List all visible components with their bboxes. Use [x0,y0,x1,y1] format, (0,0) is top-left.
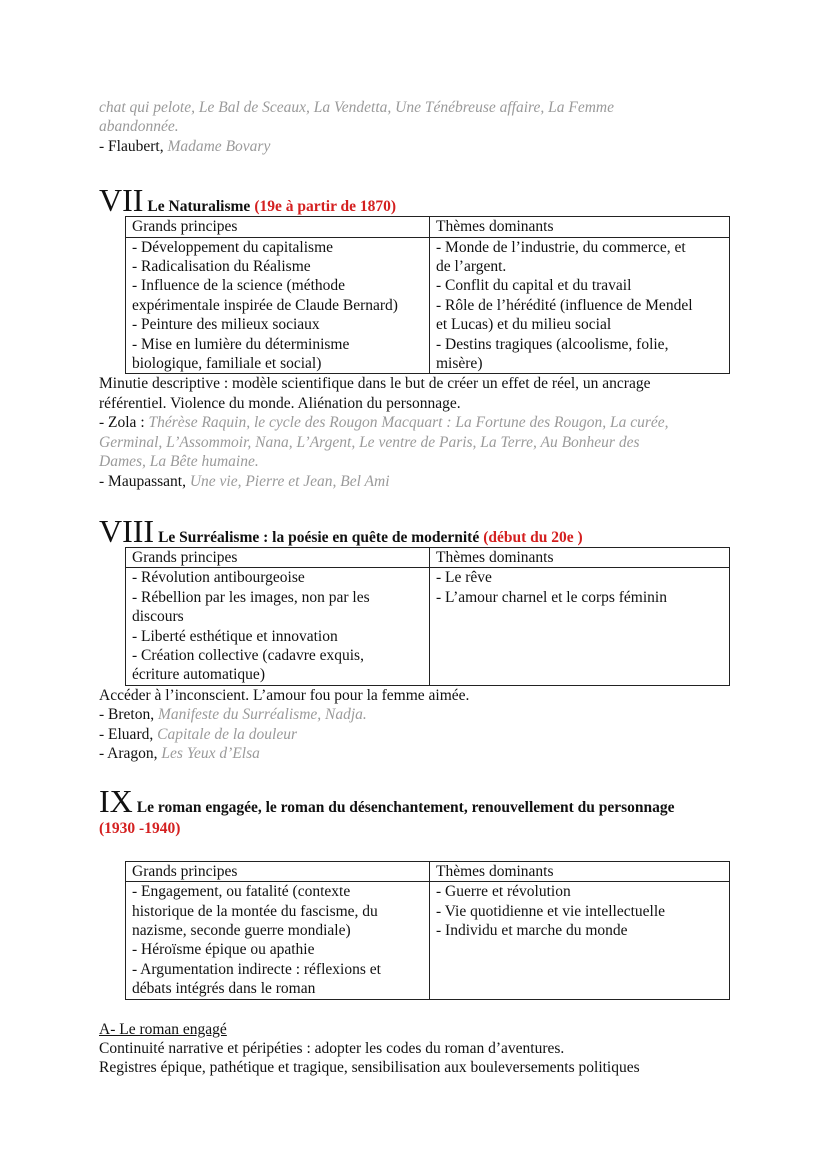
table-header-row [126,547,730,567]
cell-line: - Le rêve [436,569,492,587]
table-header-themes: Thèmes dominants [430,547,730,567]
author-line-eluard [99,725,731,744]
author-name: - Maupassant, [99,472,190,490]
cell-line: - Liberté esthétique et innovation [132,627,338,645]
table-header-themes: Thèmes dominants [430,861,730,881]
cell-line: discours [132,608,184,626]
cell-line: - Radicalisation du Réalisme [132,258,311,276]
cell-line: historique de la montée du fascisme, du [132,902,378,920]
cell-line: - Rébellion par les images, non par les [132,588,370,606]
principles-cell [126,568,430,685]
cell-line: - Conflit du capital et du travail [436,277,632,295]
subsection-heading: A- Le roman engagé [99,1020,227,1038]
work-title: Madame Bovary [167,137,271,155]
themes-cell [430,237,730,374]
intro-works-line: chat qui pelote, Le Bal de Sceaux, La Vendetta, Une Ténébreuse affaire, La Femme [99,99,614,116]
section-date: (19e à partir de 1870) [254,198,397,216]
section-numeral: VIII [99,512,155,549]
themes-cell [430,568,730,685]
cell-line: expérimentale inspirée de Claude Bernard) [132,296,398,314]
table-row [126,568,730,685]
cell-line: - Création collective (cadavre exquis, [132,646,364,664]
principles-table-surrealisme [125,547,730,686]
table-header-principes: Grands principes [126,547,430,567]
cell-line: débats intégrés dans le roman [132,980,316,998]
intro-works-line: abandonnée. [99,118,179,136]
section-numeral: IX [99,783,133,820]
cell-line: misère) [436,355,483,373]
section-note: Minutie descriptive : modèle scientifique dans le but de créer un effet de réel, un ancrage [99,375,651,393]
table-row [126,882,730,999]
work-title: Une vie, Pierre et Jean, Bel Ami [189,472,390,490]
cell-line: écriture automatique) [132,666,265,684]
principles-cell [126,882,430,999]
table-header-principes: Grands principes [126,861,430,881]
subsection-line: Continuité narrative et péripéties : adopter les codes du roman d’aventures. [99,1040,565,1058]
cell-line: - Mise en lumière du déterminisme [132,335,350,353]
table-header-themes: Thèmes dominants [430,217,730,237]
principles-cell [126,237,430,374]
cell-line: - Révolution antibourgeoise [132,569,305,587]
author-line-breton [99,705,731,724]
section-numeral: VII [99,182,144,219]
cell-line: biologique, familiale et social) [132,355,322,373]
work-title: Les Yeux d’Elsa [161,744,260,762]
section-note: Accéder à l’inconscient. L’amour fou pour la femme aimée. [99,686,470,704]
work-title: Dames, La Bête humaine. [99,453,259,471]
section-date: (1930 -1940) [99,820,181,838]
author-line-aragon [99,744,731,763]
cell-line: - Vie quotidienne et vie intellectuelle [436,902,666,920]
cell-line: - Guerre et révolution [436,883,571,901]
work-title: Manifeste du Surréalisme, Nadja. [157,706,367,724]
section-title: Le roman engagée, le roman du désenchantement, renouvellement du personnage [136,799,675,817]
cell-line: - Monde de l’industrie, du commerce, et [436,238,686,256]
cell-line: - Développement du capitalisme [132,238,334,256]
section-title: Le Surréalisme : la poésie en quête de modernité [158,528,480,546]
work-title: Germinal, L’Assommoir, Nana, L’Argent, Le ventre de Paris, La Terre, Au Bonheur des [99,433,640,451]
principles-table-naturalisme [125,216,730,374]
cell-line: - Individu et marche du monde [436,922,628,939]
cell-line: nazisme, seconde guerre mondiale) [132,922,351,939]
cell-line: de l’argent. [436,258,507,276]
cell-line: - Argumentation indirecte : réflexions et [132,960,381,978]
author-name: - Aragon, [99,744,162,762]
author-name: - Zola : [99,414,149,432]
flaubert-line [99,137,731,156]
author-line-maupassant [99,472,731,491]
author-name: - Breton, [99,706,158,724]
table-header-principes: Grands principes [126,217,430,237]
themes-cell [430,882,730,999]
cell-line: - Engagement, ou fatalité (contexte [132,883,351,901]
section-heading-naturalisme [99,182,731,219]
section-date: (début du 20e ) [483,528,583,546]
section-date-line [99,819,731,838]
author-name: - Eluard, [99,725,158,743]
cell-line: - Rôle de l’hérédité (influence de Mendel [436,296,693,314]
author-line-zola [99,413,731,432]
section-title: Le Naturalisme [147,198,251,216]
author-name: - Flaubert, [99,137,168,155]
work-title: Capitale de la douleur [157,725,298,743]
principles-table-roman-engage [125,861,730,1000]
work-title: Thérèse Raquin, le cycle des Rougon Macquart : La Fortune des Rougon, La curée, [148,414,669,432]
cell-line: - L’amour charnel et le corps féminin [436,588,667,606]
cell-line: - Influence de la science (méthode [132,277,346,295]
section-heading-roman-engage [99,783,731,820]
section-note: référentiel. Violence du monde. Aliénation du personnage. [99,394,461,412]
table-header-row [126,861,730,881]
cell-line: et Lucas) et du milieu social [436,316,612,334]
section-heading-surrealisme [99,512,731,549]
cell-line: - Héroïsme épique ou apathie [132,941,315,959]
document-page [99,98,731,1078]
cell-line: - Destins tragiques (alcoolisme, folie, [436,335,669,353]
subsection-line: Registres épique, pathétique et tragique, sensibilisation aux bouleversements politiques [99,1059,640,1077]
table-row [126,237,730,374]
table-header-row [126,217,730,237]
cell-line: - Peinture des milieux sociaux [132,316,320,334]
